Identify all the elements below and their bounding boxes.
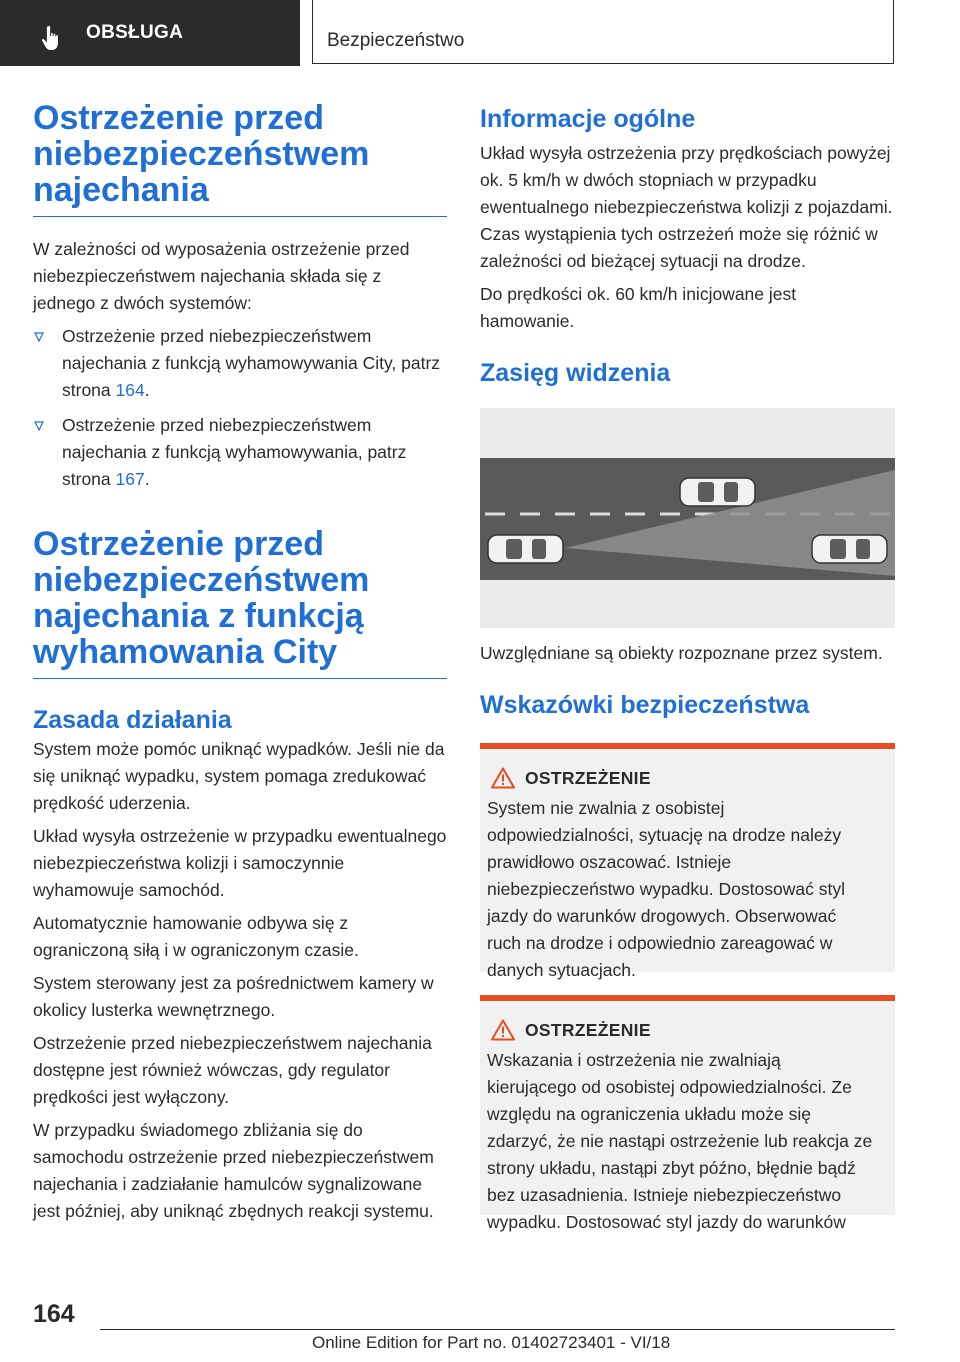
page-link[interactable]: 167 [115,469,145,489]
list-item-end: . [144,380,150,400]
ego-car [488,535,563,563]
warning-text: Wskazania i ostrzeżenia nie zwalniają kierującego od osobistej odpowiedzialności. Ze względu na ograniczenia układu może się zdarzyć, że nie nastąpi ostrzeżenie lub reakcja ze strony układu, nastąpi zbyt późno, błędnie bądź bez uzasadnienia. Istnieje niebezpieczeństwo wypadku. Dostosować styl jazdy do warunków [487,1050,873,1232]
list-item-end: . [144,469,150,489]
hand-pointer-icon [40,25,62,51]
page-header [0,0,960,66]
paragraph: Układ wysyła ostrzeżenia przy prędkościach powyżej ok. 5 km/h w dwóch stopniach w przypadku ewentualnego niebezpieczeństwa kolizji z pojazdami. Czas wystąpienia tych ostrzeżeń może się różnić w zależności od bieżącej sytuacji na drodze. [480,143,893,271]
heading-city-braking: Ostrzeżenie przed niebezpieczeństwem najechania z funkcją wyhamowania City [33,526,447,679]
warning-title-row [487,767,875,789]
intro-paragraph: W zależności od wyposażenia ostrzeżenie przed niebezpieczeństwem najechania składa się z jednego z dwóch systemów: [33,239,410,313]
page-number: 164 [33,1300,75,1328]
list-item [33,323,447,404]
warning-triangle-icon [491,1019,515,1041]
chapter-title: Bezpieczeństwo [327,30,465,51]
paragraph: Do prędkości ok. 60 km/h inicjowane jest hamowanie. [480,284,797,331]
chapter-box [312,0,894,64]
heading-safety-notes: Wskazówki bezpieczeństwa [480,691,810,719]
paragraph: W przypadku świadomego zbliżania się do samochodu ostrzeżenie przed niebezpieczeństwem najechania i zadziałanie hamulców sygnalizowane jest później, aby uniknąć zbędnych reakcji systemu. [33,1120,434,1221]
footer-divider [100,1329,895,1330]
warning-title: OSTRZEŻENIE [525,1019,651,1040]
page-link[interactable]: 164 [115,380,145,400]
heading-collision-warning: Ostrzeżenie przed niebezpieczeństwem najechania [33,100,447,217]
right-column [480,104,895,1232]
list-item-text: Ostrzeżenie przed niebezpieczeństwem najechania z funkcją wyhamowywania, patrz strona [62,415,407,489]
heading-principle: Zasada działania [33,706,232,734]
warning-box [480,743,895,980]
left-column [33,100,447,1225]
diagram-caption: Uwzględniane są obiekty rozpoznane przez system. [480,643,883,663]
paragraph: Układ wysyła ostrzeżenie w przypadku ewentualnego niebezpieczeństwa kolizji i samoczynnie wyhamowuje samochód. [33,826,447,900]
warning-title: OSTRZEŻENIE [525,767,651,788]
warning-text: System nie zwalnia z osobistej odpowiedzialności, sytuację na drodze należy prawidłowo oszacować. Istnieje niebezpieczeństwo wypadku. Dostosować styl jazdy do warunków drogowych. Obserwować ruch na drodze i odpowiednio zareagować w danych sytuacjach. [487,798,845,980]
front-car [812,535,887,563]
paragraph: System sterowany jest za pośrednictwem kamery w okolicy lusterka wewnętrznego. [33,973,434,1020]
warning-triangle-icon [491,767,515,789]
section-tab [0,0,300,66]
adjacent-car [680,478,755,506]
road-illustration [480,408,895,628]
triangle-bullet-icon [34,421,44,431]
list-item-text: Ostrzeżenie przed niebezpieczeństwem najechania z funkcją wyhamowywania City, patrz strona [62,326,441,400]
list-item [33,412,447,493]
warning-box [480,995,895,1232]
paragraph: Ostrzeżenie przed niebezpieczeństwem najechania dostępne jest również wówczas, gdy regulator prędkości jest wyłączony. [33,1033,432,1107]
edition-text: Online Edition for Part no. 01402723401 - VI/18 [312,1333,671,1352]
section-title: OBSŁUGA [86,22,184,43]
heading-field-of-view: Zasięg widzenia [480,359,671,387]
warning-title-row [487,1019,875,1041]
triangle-bullet-icon [34,332,44,342]
heading-general-info: Informacje ogólne [480,105,696,133]
field-of-view-diagram [480,408,895,628]
paragraph: System może pomóc uniknąć wypadków. Jeśli nie da się uniknąć wypadku, system pomaga zredukować prędkość uderzenia. [33,739,445,813]
paragraph: Automatycznie hamowanie odbywa się z ograniczoną siłą i w ograniczonym czasie. [33,913,359,960]
system-list [33,323,447,493]
